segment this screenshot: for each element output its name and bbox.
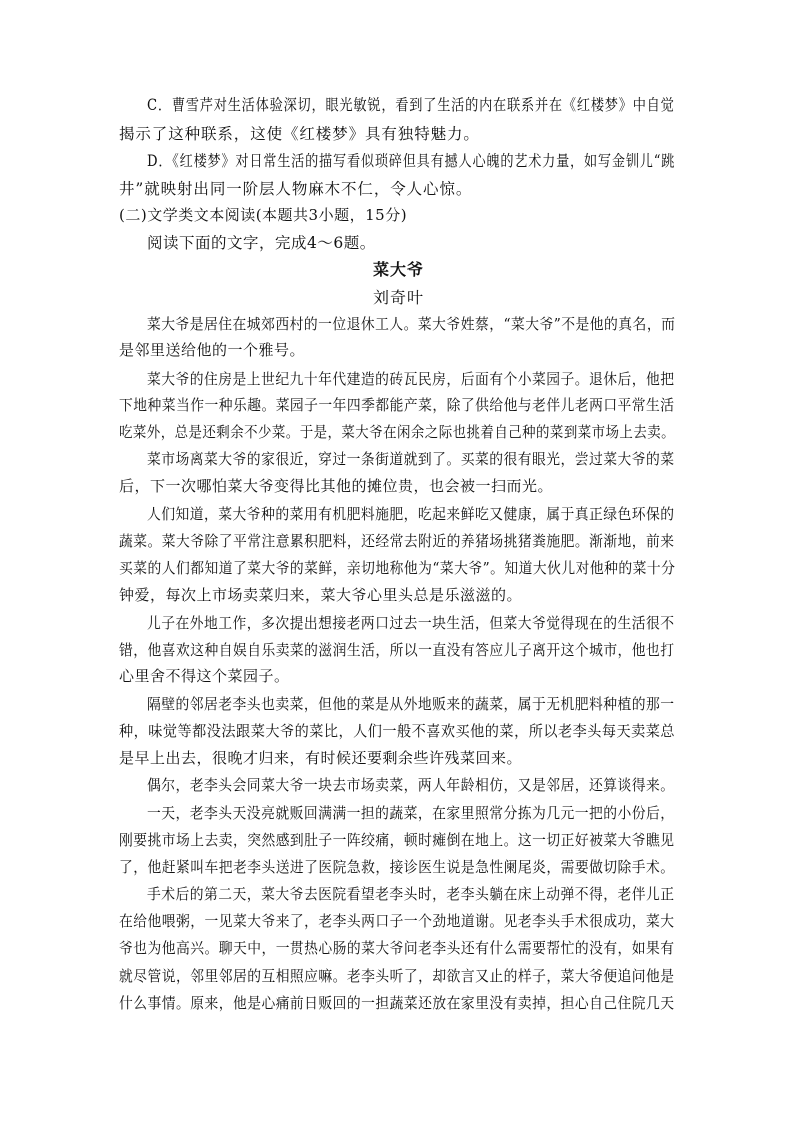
story-title: 菜大爷: [373, 260, 425, 279]
story-line: 爷也为他高兴。聊天中，一贯热心肠的菜大爷问老李头还有什么需要帮忙的没有，如果有: [119, 939, 675, 957]
story-line: 人们知道，菜大爷种的菜用有机肥料施肥，吃起来鲜吃又健康，属于真正绿色环保的: [147, 505, 675, 523]
story-line: 在给他喂粥，一见菜大爷来了，老李头两口子一个劲地道谢。见老李头手术很成功，菜大: [119, 912, 675, 930]
story-line: 错，他喜欢这种自娱自乐卖菜的滋润生活，所以一直没有答应儿子离开这个城市，他也打: [119, 641, 675, 659]
story-line: 刚要挑市场上去卖，突然感到肚子一阵绞痛，顿时瘫倒在地上。这一切正好被菜大爷瞧见: [119, 831, 675, 849]
story-line: 种，味觉等都没法跟菜大爷的菜比，人们一般不喜欢买他的菜，所以老李头每天卖菜总: [119, 722, 676, 740]
option-d-line-2: 井”就映射出同一阶层人物麻木不仁，令人心惊。: [119, 180, 473, 198]
story-line: 菜大爷的住房是上世纪九十年代建造的砖瓦民房，后面有个小菜园子。退休后，他把: [147, 370, 675, 388]
option-d-line-1: D．《红楼梦》对日常生活的描写看似琐碎但具有撼人心魄的艺术力量，如写金钏儿“跳: [147, 152, 676, 170]
story-line: 钟爱，每次上市场卖菜归来，菜大爷心里头总是乐滋滋的。: [119, 586, 523, 604]
story-line: 买菜的人们都知道了菜大爷的菜鲜，亲切地称他为“菜大爷”。知道大伙儿对他种的菜十分: [119, 559, 676, 577]
option-c-line-1: C．曹雪芹对生活体验深切，眼光敏锐，看到了生活的内在联系并在《红楼梦》中自觉: [147, 96, 675, 114]
story-line: 后，下一次哪怕菜大爷变得比其他的摊位贵，也会被一扫而光。: [119, 477, 554, 495]
story-line: 菜大爷是居住在城郊西村的一位退休工人。菜大爷姓蔡，“菜大爷”不是他的真名，而: [147, 315, 676, 333]
story-line: 手术后的第二天，菜大爷去医院看望老李头时，老李头躺在床上动弹不得，老伴儿正: [147, 885, 675, 903]
section-instruction: 阅读下面的文字，完成4～6题。: [147, 234, 376, 252]
story-line: 菜市场离菜大爷的家很近，穿过一条街道就到了。买菜的很有眼光，尝过菜大爷的菜: [147, 450, 675, 468]
story-author: 刘奇叶: [373, 288, 425, 307]
story-line: 下地种菜当作一种乐趣。菜园子一年四季都能产菜，除了供给他与老伴儿老两口平常生活: [119, 396, 675, 414]
story-line: 什么事情。原来，他是心痛前日贩回的一担蔬菜还放在家里没有卖掉，担心自己住院几天: [119, 994, 675, 1012]
story-line: 吃菜外，总是还剩余不少菜。于是，菜大爷在闲余之际也挑着自己种的菜到菜市场上去卖。: [119, 423, 676, 441]
story-line: 了，他赶紧叫车把老李头送进了医院急救，接诊医生说是急性阑尾炎，需要做切除手术。: [119, 858, 675, 876]
story-line: 偶尔，老李头会同菜大爷一块去市场卖菜，两人年龄相仿，又是邻居，还算谈得来。: [147, 776, 675, 794]
story-line: 儿子在外地工作，多次提出想接老两口过去一块生活，但菜大爷觉得现在的生活很不: [147, 614, 675, 632]
option-c-line-2: 揭示了这种联系，这使《红楼梦》具有独特魅力。: [119, 125, 480, 143]
section-heading: (二)文学类文本阅读(本题共3小题，15分): [119, 206, 408, 224]
story-line: 隔壁的邻居老李头也卖菜，但他的菜是从外地贩来的蔬菜，属于无机肥料种植的那一: [147, 695, 675, 713]
story-line: 是早上出去，很晚才归来，有时候还要剩余些许残菜回来。: [119, 749, 523, 767]
story-line: 心里舍不得这个菜园子。: [119, 667, 290, 685]
story-line: 是邻里送给他的一个雅号。: [119, 341, 306, 359]
story-line: 蔬菜。菜大爷除了平常注意累积肥料，还经常去附近的养猪场挑猪粪施肥。渐渐地，前来: [119, 532, 675, 550]
story-line: 就尽管说，邻里邻居的互相照应嘛。老李头听了，却欲言又止的样子，菜大爷便追问他是: [119, 967, 675, 985]
story-line: 一天，老李头天没亮就贩回满满一担的蔬菜，在家里照常分拣为几元一把的小份后，: [147, 804, 675, 822]
